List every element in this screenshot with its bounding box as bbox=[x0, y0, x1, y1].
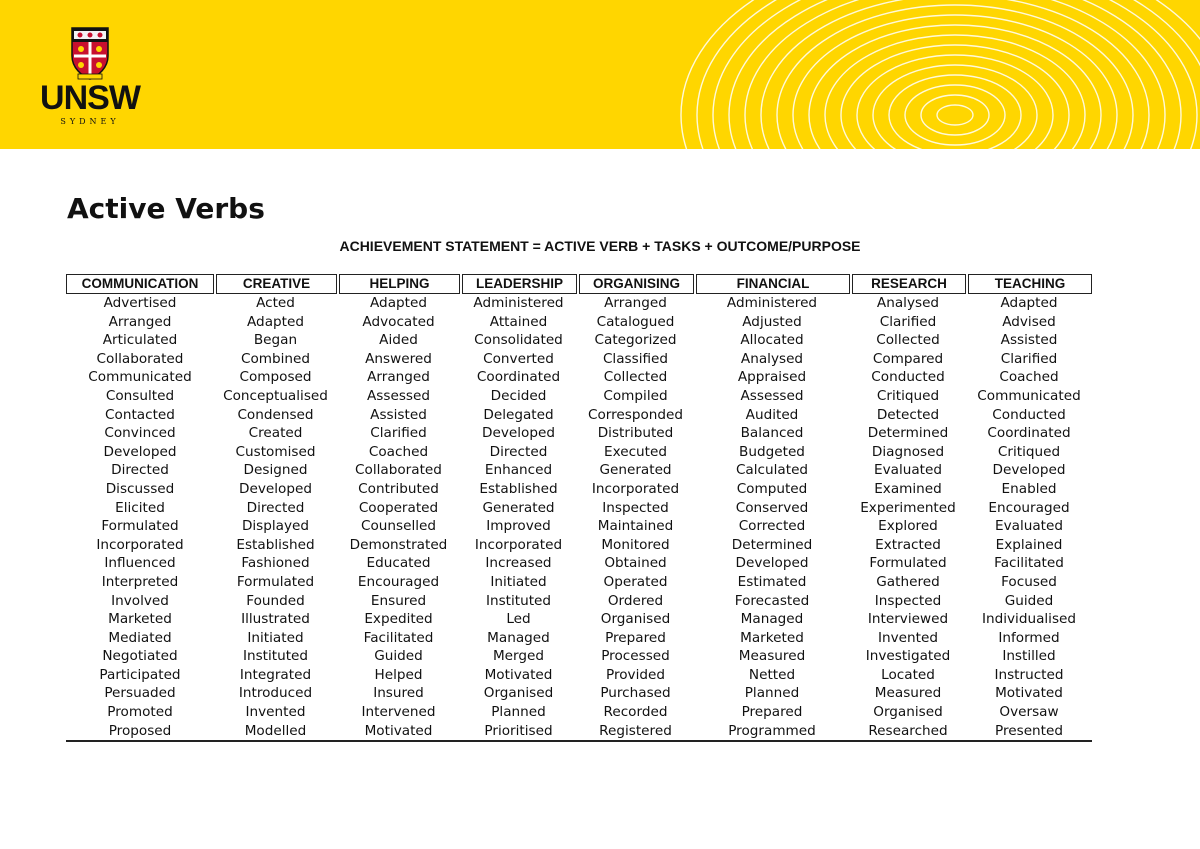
verb-cell: Budgeted bbox=[739, 443, 805, 460]
verb-cell: Executed bbox=[604, 443, 667, 460]
verb-cell: Generated bbox=[482, 499, 555, 516]
verb-cell: Analysed bbox=[876, 295, 940, 311]
verb-cell: Condensed bbox=[237, 406, 314, 423]
verb-cell: Ordered bbox=[607, 592, 664, 609]
verb-cell: Developed bbox=[482, 425, 555, 442]
verb-cell: Displayed bbox=[241, 518, 310, 535]
verb-cell: Intervened bbox=[361, 704, 436, 721]
verb-cell: Negotiated bbox=[102, 648, 178, 665]
verb-cell: Invented bbox=[878, 629, 938, 646]
verb-cell: Conducted bbox=[992, 406, 1066, 423]
verb-cell: Processed bbox=[601, 648, 670, 665]
verb-cell: Organised bbox=[873, 704, 943, 721]
verb-cell: Contacted bbox=[105, 406, 175, 423]
verb-cell: Facilitated bbox=[363, 629, 434, 646]
verb-cell: Developed bbox=[992, 462, 1066, 479]
verb-cell: Marketed bbox=[108, 611, 172, 628]
verb-cell: Motivated bbox=[995, 685, 1063, 702]
verb-cell: Coached bbox=[999, 369, 1059, 386]
verb-cell: Individualised bbox=[981, 611, 1077, 628]
verb-cell: Involved bbox=[111, 592, 169, 609]
verb-cell: Adapted bbox=[1000, 295, 1058, 311]
verb-cell: Distributed bbox=[597, 425, 674, 442]
verb-cell: Prepared bbox=[605, 629, 666, 646]
verb-cell: Advocated bbox=[362, 313, 435, 330]
verb-cell: Incorporated bbox=[96, 536, 184, 553]
logo-wordmark: UNSW bbox=[40, 79, 140, 117]
verb-cell: Conserved bbox=[735, 499, 809, 516]
column-heading: TEACHING bbox=[968, 274, 1092, 294]
verb-cell: Counselled bbox=[360, 518, 437, 535]
page-title: Active Verbs bbox=[67, 192, 265, 225]
verb-cell: Expedited bbox=[364, 611, 433, 628]
verb-column bbox=[337, 274, 460, 740]
verb-cell: Guided bbox=[1004, 592, 1054, 609]
verb-cell: Calculated bbox=[735, 462, 809, 479]
verb-cell: Adapted bbox=[370, 295, 427, 311]
column-heading: CREATIVE bbox=[216, 274, 337, 294]
verb-cell: Instructed bbox=[994, 666, 1064, 683]
verb-cell: Estimated bbox=[737, 573, 807, 590]
verb-cell: Presented bbox=[995, 722, 1063, 739]
verb-cell: Inspected bbox=[874, 592, 942, 609]
verb-cell: Customised bbox=[235, 443, 316, 460]
verb-cell: Consolidated bbox=[474, 332, 563, 349]
verb-cell: Participated bbox=[99, 666, 181, 683]
verb-cell: Increased bbox=[485, 555, 552, 572]
verb-cell: Oversaw bbox=[999, 704, 1059, 721]
verb-cell: Communicated bbox=[88, 369, 192, 386]
verb-cell: Combined bbox=[240, 350, 311, 367]
verb-cell: Gathered bbox=[876, 573, 940, 590]
verb-cell: Forecasted bbox=[734, 592, 810, 609]
verb-cell: Explained bbox=[995, 536, 1063, 553]
verb-cell: Illustrated bbox=[241, 611, 310, 628]
verb-cell: Contributed bbox=[358, 480, 439, 497]
verb-cell: Adjusted bbox=[742, 313, 802, 330]
verb-cell: Planned bbox=[491, 704, 546, 721]
verb-cell: Monitored bbox=[601, 536, 670, 553]
verb-column bbox=[694, 274, 850, 740]
verb-cell: Organised bbox=[483, 685, 554, 702]
verb-cell: Established bbox=[236, 536, 315, 553]
verb-cell: Obtained bbox=[604, 555, 667, 572]
verb-cell: Arranged bbox=[367, 369, 430, 386]
verb-cell: Directed bbox=[111, 462, 169, 479]
verb-cell: Instilled bbox=[1002, 648, 1056, 665]
verb-cell: Maintained bbox=[597, 518, 674, 535]
verb-cell: Collaborated bbox=[355, 462, 442, 479]
verb-cell: Managed bbox=[487, 629, 550, 646]
verb-cell: Elicited bbox=[115, 499, 165, 516]
verb-cell: Motivated bbox=[364, 722, 433, 739]
verb-cell: Formulated bbox=[101, 518, 179, 535]
verb-cell: Merged bbox=[492, 648, 545, 665]
verb-cell: Ensured bbox=[370, 592, 427, 609]
verb-cell: Coordinated bbox=[987, 425, 1071, 442]
verb-cell: Began bbox=[253, 332, 298, 349]
verb-cell: Inspected bbox=[602, 499, 669, 516]
verb-cell: Coordinated bbox=[476, 369, 561, 386]
verb-cell: Modelled bbox=[244, 722, 307, 739]
crest-icon bbox=[70, 26, 110, 80]
verb-cell: Recorded bbox=[603, 704, 668, 721]
verb-cell: Instituted bbox=[242, 648, 309, 665]
verb-cell: Informed bbox=[998, 629, 1060, 646]
verb-cell: Critiqued bbox=[876, 387, 940, 404]
verb-cell: Discussed bbox=[105, 480, 175, 497]
verb-cell: Classified bbox=[602, 350, 669, 367]
verb-cell: Formulated bbox=[236, 573, 315, 590]
verb-cell: Investigated bbox=[865, 648, 951, 665]
verb-cell: Cooperated bbox=[358, 499, 439, 516]
verb-cell: Demonstrated bbox=[349, 536, 448, 553]
verb-cell: Provided bbox=[605, 666, 665, 683]
verb-cell: Proposed bbox=[108, 722, 172, 739]
verb-cell: Directed bbox=[489, 443, 548, 460]
verb-cell: Incorporated bbox=[474, 536, 563, 553]
verb-cell: Detected bbox=[876, 406, 940, 423]
verb-cell: Communicated bbox=[977, 387, 1081, 404]
verb-cell: Collaborated bbox=[96, 350, 184, 367]
verb-cell: Decided bbox=[490, 387, 547, 404]
verb-cell: Corresponded bbox=[587, 406, 684, 423]
verb-column bbox=[66, 274, 214, 740]
verb-cell: Researched bbox=[868, 722, 948, 739]
verb-column bbox=[460, 274, 577, 740]
verb-cell: Clarified bbox=[1000, 350, 1058, 367]
verb-cell: Converted bbox=[483, 350, 554, 367]
verb-cell: Directed bbox=[246, 499, 305, 516]
verb-cell: Conducted bbox=[871, 369, 945, 386]
verb-cell: Introduced bbox=[238, 685, 313, 702]
verb-cell: Prepared bbox=[741, 704, 803, 721]
verb-cell: Encouraged bbox=[357, 573, 440, 590]
verb-cell: Computed bbox=[736, 480, 808, 497]
verb-cell: Coached bbox=[368, 443, 429, 460]
verb-cell: Formulated bbox=[869, 555, 947, 572]
column-heading: RESEARCH bbox=[852, 274, 966, 294]
fingerprint-pattern bbox=[0, 0, 1200, 149]
verb-cell: Influenced bbox=[104, 555, 176, 572]
verb-cell: Categorized bbox=[594, 332, 677, 349]
verb-cell: Delegated bbox=[483, 406, 554, 423]
verb-cell: Managed bbox=[740, 611, 804, 628]
verb-cell: Assisted bbox=[1000, 332, 1058, 349]
verb-cell: Collected bbox=[603, 369, 668, 386]
verb-cell: Planned bbox=[744, 685, 800, 702]
verb-cell: Convinced bbox=[104, 425, 176, 442]
verb-cell: Developed bbox=[735, 555, 809, 572]
verb-column bbox=[850, 274, 966, 740]
verb-cell: Incorporated bbox=[591, 480, 680, 497]
column-heading: LEADERSHIP bbox=[462, 274, 577, 294]
header-banner bbox=[0, 0, 1200, 149]
active-verbs-table bbox=[66, 274, 1092, 742]
verb-cell: Answered bbox=[365, 350, 432, 367]
verb-cell: Adapted bbox=[247, 313, 304, 330]
verb-cell: Designed bbox=[243, 462, 308, 479]
verb-cell: Arranged bbox=[108, 313, 172, 330]
verb-cell: Assisted bbox=[370, 406, 427, 423]
verb-cell: Clarified bbox=[879, 313, 937, 330]
verb-cell: Initiated bbox=[247, 629, 304, 646]
verb-cell: Improved bbox=[486, 518, 551, 535]
verb-cell: Educated bbox=[366, 555, 431, 572]
verb-cell: Enabled bbox=[1001, 480, 1057, 497]
verb-cell: Persuaded bbox=[104, 685, 176, 702]
verb-cell: Founded bbox=[246, 592, 305, 609]
verb-cell: Measured bbox=[738, 648, 806, 665]
verb-cell: Helped bbox=[374, 666, 423, 683]
verb-cell: Acted bbox=[256, 295, 295, 311]
verb-cell: Audited bbox=[745, 406, 799, 423]
verb-cell: Motivated bbox=[484, 666, 553, 683]
verb-cell: Clarified bbox=[370, 425, 427, 442]
verb-cell: Examined bbox=[874, 480, 942, 497]
verb-cell: Developed bbox=[103, 443, 177, 460]
verb-cell: Fashioned bbox=[241, 555, 310, 572]
verb-cell: Advised bbox=[1002, 313, 1056, 330]
verb-cell: Developed bbox=[239, 480, 312, 497]
verb-cell: Generated bbox=[599, 462, 672, 479]
verb-cell: Experimented bbox=[860, 499, 956, 516]
achievement-formula: ACHIEVEMENT STATEMENT = ACTIVE VERB + TASKS + OUTCOME/PURPOSE bbox=[339, 238, 861, 254]
verb-cell: Extracted bbox=[875, 536, 941, 553]
verb-cell: Promoted bbox=[107, 704, 173, 721]
verb-cell: Determined bbox=[731, 536, 813, 553]
verb-column bbox=[577, 274, 694, 740]
verb-cell: Marketed bbox=[740, 629, 804, 646]
verb-cell: Established bbox=[479, 480, 558, 497]
verb-cell: Diagnosed bbox=[871, 443, 945, 460]
verb-cell: Purchased bbox=[600, 685, 671, 702]
verb-cell: Assessed bbox=[740, 387, 804, 404]
verb-cell: Insured bbox=[373, 685, 424, 702]
verb-cell: Netted bbox=[748, 666, 796, 683]
verb-column bbox=[966, 274, 1092, 740]
verb-cell: Initiated bbox=[490, 573, 547, 590]
column-heading: COMMUNICATION bbox=[66, 274, 214, 294]
column-heading: FINANCIAL bbox=[696, 274, 850, 294]
verb-cell: Encouraged bbox=[988, 499, 1070, 516]
verb-cell: Evaluated bbox=[873, 462, 942, 479]
verb-cell: Prioritised bbox=[484, 722, 553, 739]
verb-cell: Analysed bbox=[740, 350, 804, 367]
verb-cell: Assessed bbox=[367, 387, 430, 404]
verb-cell: Operated bbox=[603, 573, 668, 590]
verb-cell: Articulated bbox=[102, 332, 178, 349]
verb-cell: Corrected bbox=[738, 518, 806, 535]
verb-cell: Enhanced bbox=[484, 462, 553, 479]
verb-cell: Allocated bbox=[740, 332, 804, 349]
verb-cell: Guided bbox=[374, 648, 423, 665]
verb-cell: Critiqued bbox=[997, 443, 1061, 460]
verb-cell: Advertised bbox=[103, 295, 177, 311]
column-heading: ORGANISING bbox=[579, 274, 694, 294]
verb-cell: Catalogued bbox=[596, 313, 675, 330]
verb-cell: Focused bbox=[1001, 573, 1057, 590]
verb-cell: Compiled bbox=[603, 387, 668, 404]
verb-cell: Organised bbox=[600, 611, 671, 628]
verb-cell: Located bbox=[881, 666, 935, 683]
verb-cell: Aided bbox=[379, 332, 418, 349]
verb-cell: Explored bbox=[878, 518, 938, 535]
verb-column bbox=[214, 274, 337, 740]
verb-cell: Programmed bbox=[728, 722, 816, 739]
verb-cell: Balanced bbox=[740, 425, 804, 442]
verb-cell: Administered bbox=[473, 295, 564, 311]
verb-cell: Invented bbox=[245, 704, 306, 721]
verb-cell: Composed bbox=[239, 369, 312, 386]
verb-cell: Collected bbox=[876, 332, 940, 349]
logo-subtext: SYDNEY bbox=[60, 117, 120, 126]
verb-cell: Arranged bbox=[604, 295, 667, 311]
verb-cell: Facilitated bbox=[994, 555, 1064, 572]
verb-cell: Integrated bbox=[239, 666, 312, 683]
verb-cell: Interpreted bbox=[101, 573, 179, 590]
verb-cell: Consulted bbox=[105, 387, 175, 404]
verb-cell: Compared bbox=[872, 350, 944, 367]
verb-cell: Administered bbox=[726, 295, 818, 311]
verb-cell: Conceptualised bbox=[223, 387, 328, 404]
verb-cell: Instituted bbox=[485, 592, 552, 609]
verb-cell: Interviewed bbox=[867, 611, 949, 628]
verb-cell: Mediated bbox=[108, 629, 172, 646]
verb-cell: Evaluated bbox=[994, 518, 1063, 535]
verb-cell: Registered bbox=[599, 722, 672, 739]
verb-cell: Appraised bbox=[737, 369, 807, 386]
verb-cell: Attained bbox=[489, 313, 548, 330]
verb-cell: Led bbox=[506, 611, 531, 628]
column-heading: HELPING bbox=[339, 274, 460, 294]
verb-cell: Created bbox=[248, 425, 303, 442]
unsw-logo bbox=[40, 26, 140, 126]
verb-cell: Measured bbox=[874, 685, 942, 702]
verb-cell: Determined bbox=[867, 425, 949, 442]
